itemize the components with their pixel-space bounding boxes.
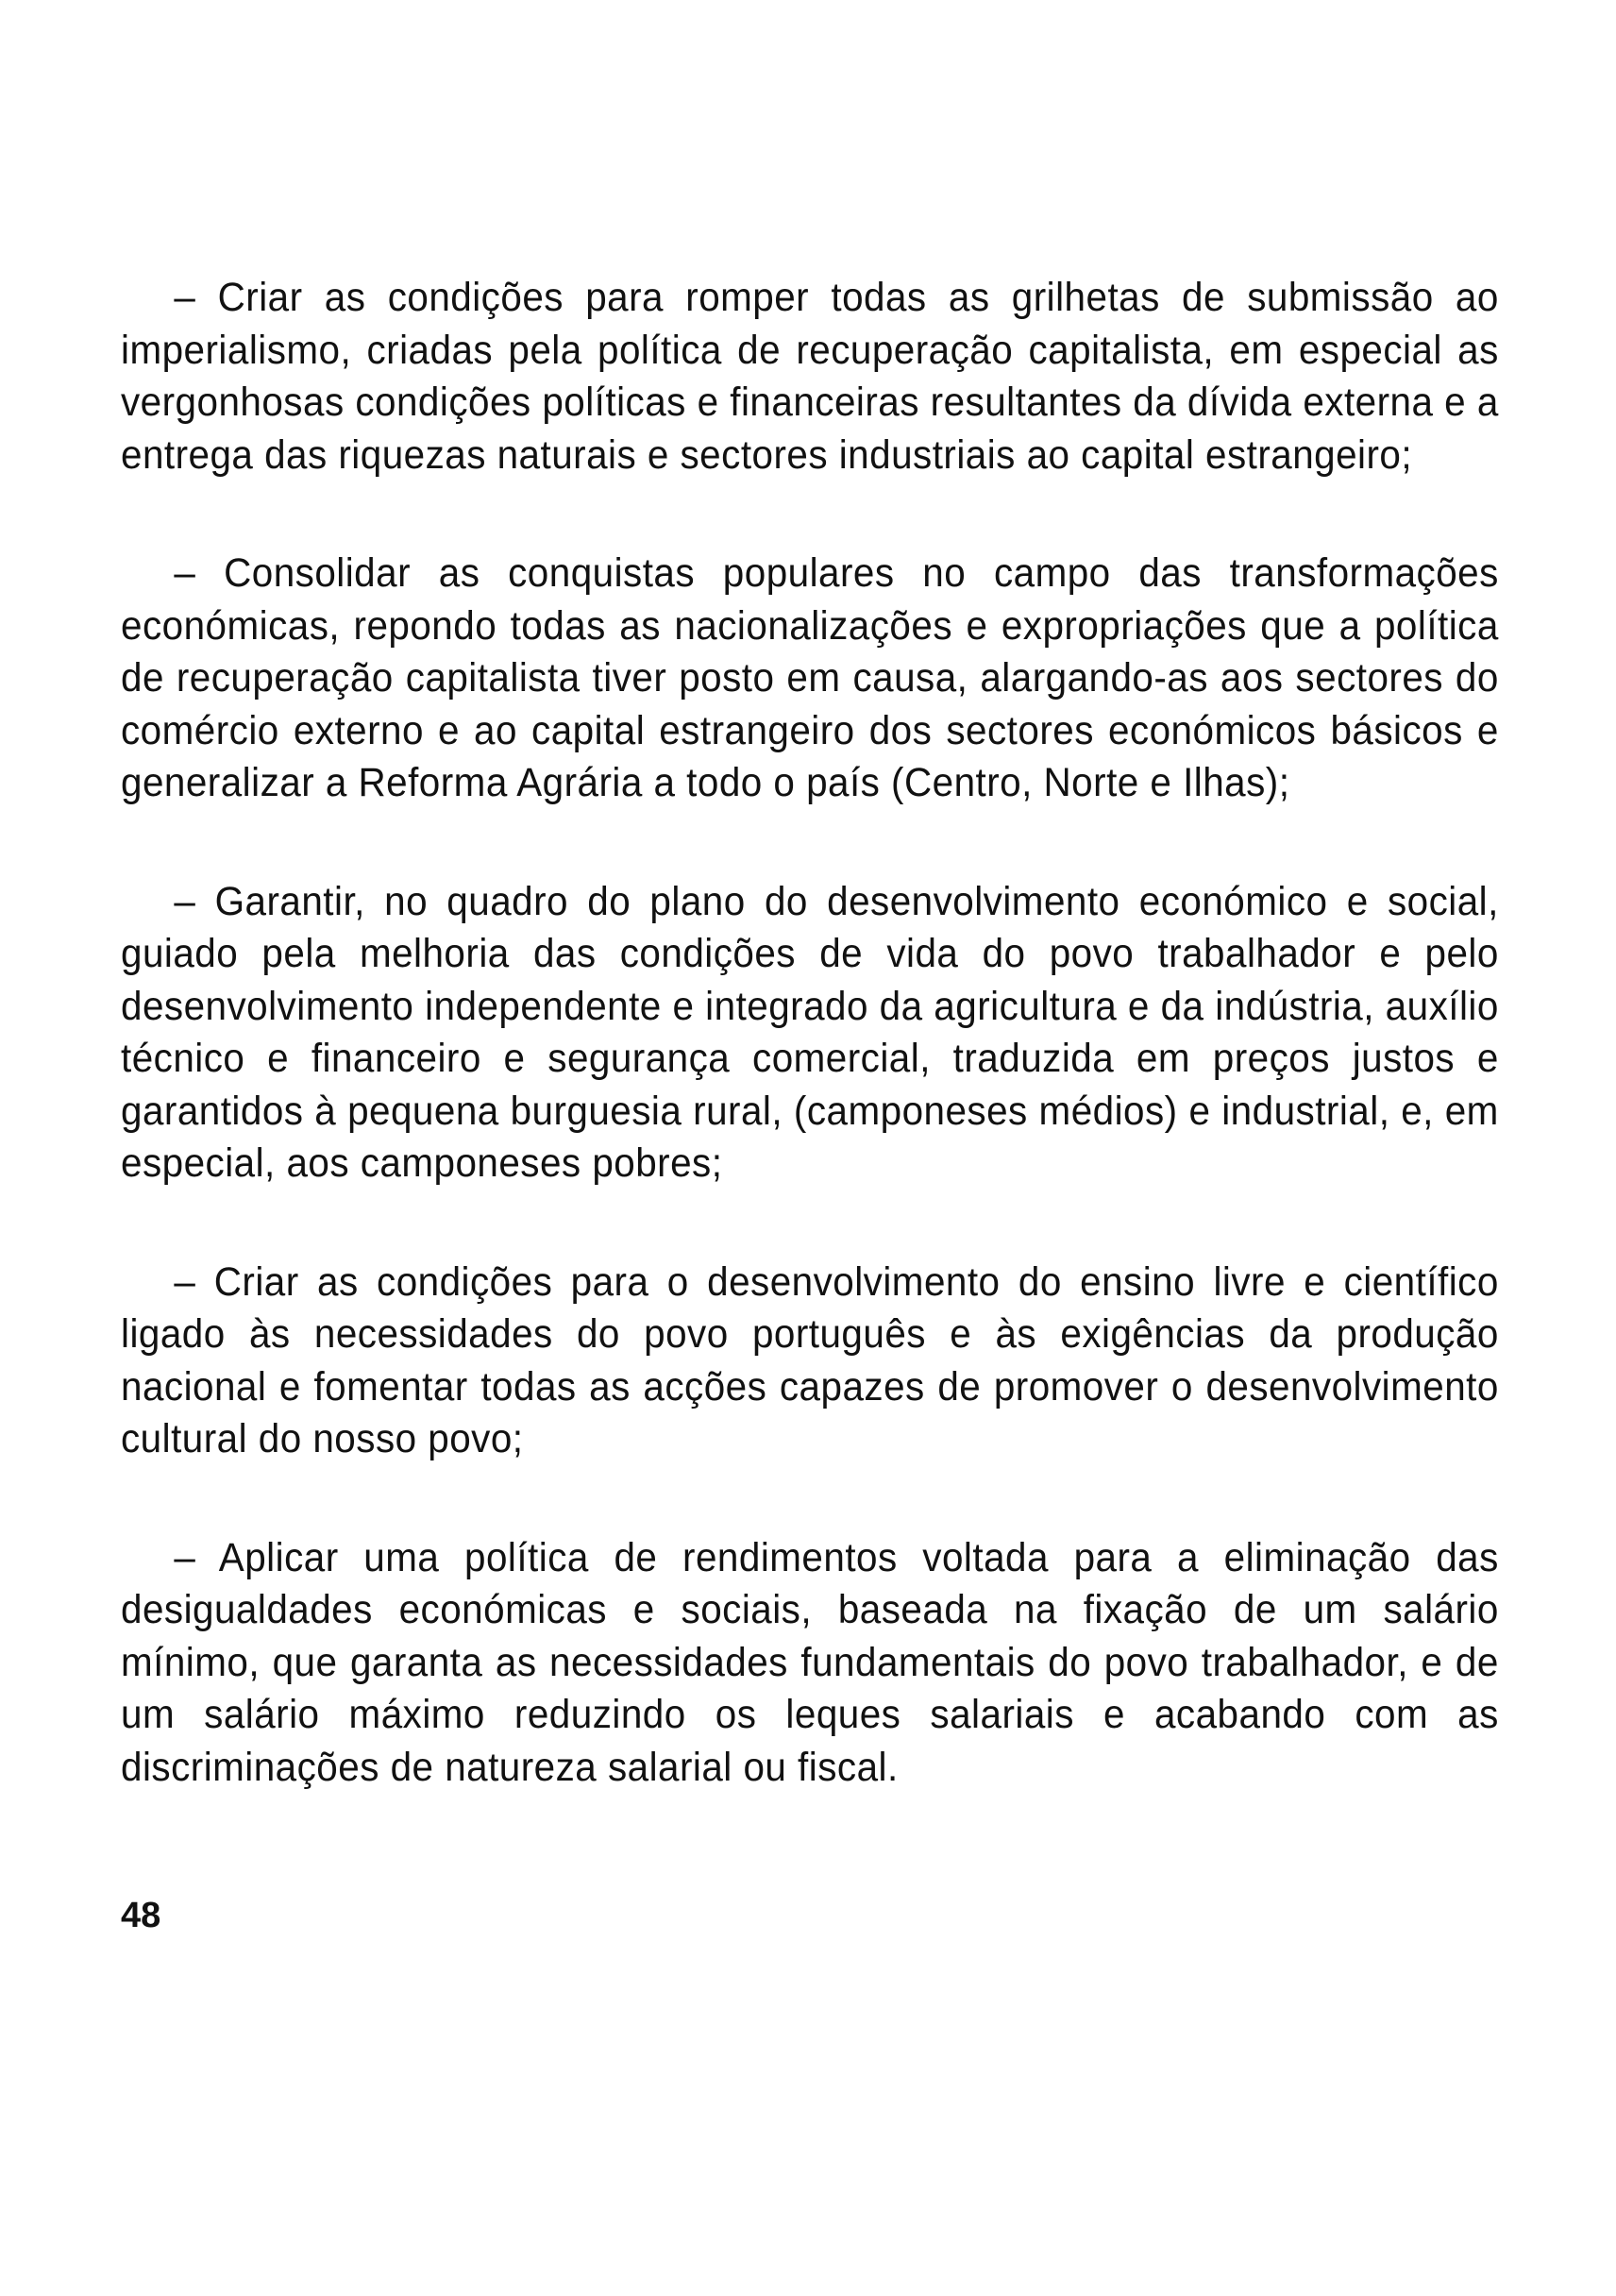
paragraph-consolidate-conquests: – Consolidar as conquistas populares no campo das transformações económicas, repondo todas as nacionalizações e expropriações que a política de recuperação capitalista tiver posto em causa, alargando-as aos sectores do comércio externo e ao capital estrangeiro dos sectores económicos básicos e generalizar a Reforma Agrária a todo o país (Centro, Norte e Ilhas); [121,550,1499,805]
paragraph-education: – Criar as condições para o desenvolvimento do ensino livre e científico ligado às necessidades do povo português e às exigências da produção nacional e fomentar todas as acções capazes de promover o desenvolvimento cultural do nosso povo; [121,1258,1499,1461]
page-number: 48 [121,1896,161,1935]
paragraph-guarantee-support: – Garantir, no quadro do plano do desenvolvimento económico e social, guiado pela melhoria das condições de vida do povo trabalhador e pelo desenvolvimento independente e integrado da agricultura e da indústria, auxílio técnico e financeiro e segurança comercial, traduzida em preços justos e garantidos à pequena burguesia rural, (camponeses médios) e industrial, e, em especial, aos camponeses pobres; [121,878,1499,1186]
body-text [121,272,1499,1794]
paragraph-rupture-imperialism: – Criar as condições para romper todas as grilhetas de submissão ao imperialismo, criadas pela política de recuperação capitalista, em especial as vergonhosas condições políticas e financeiras resultantes da dívida externa e a entrega das riquezas naturais e sectores industriais ao capital estrangeiro; [121,275,1499,478]
paragraph-income-policy: – Aplicar uma política de rendimentos voltada para a eliminação das desigualdades económicas e sociais, baseada na fixação de um salário mínimo, que garanta as necessidades fundamentais do povo trabalhador, e de um salário máximo reduzindo os leques salariais e acabando com as discriminações de natureza salarial ou fiscal. [121,1534,1499,1790]
